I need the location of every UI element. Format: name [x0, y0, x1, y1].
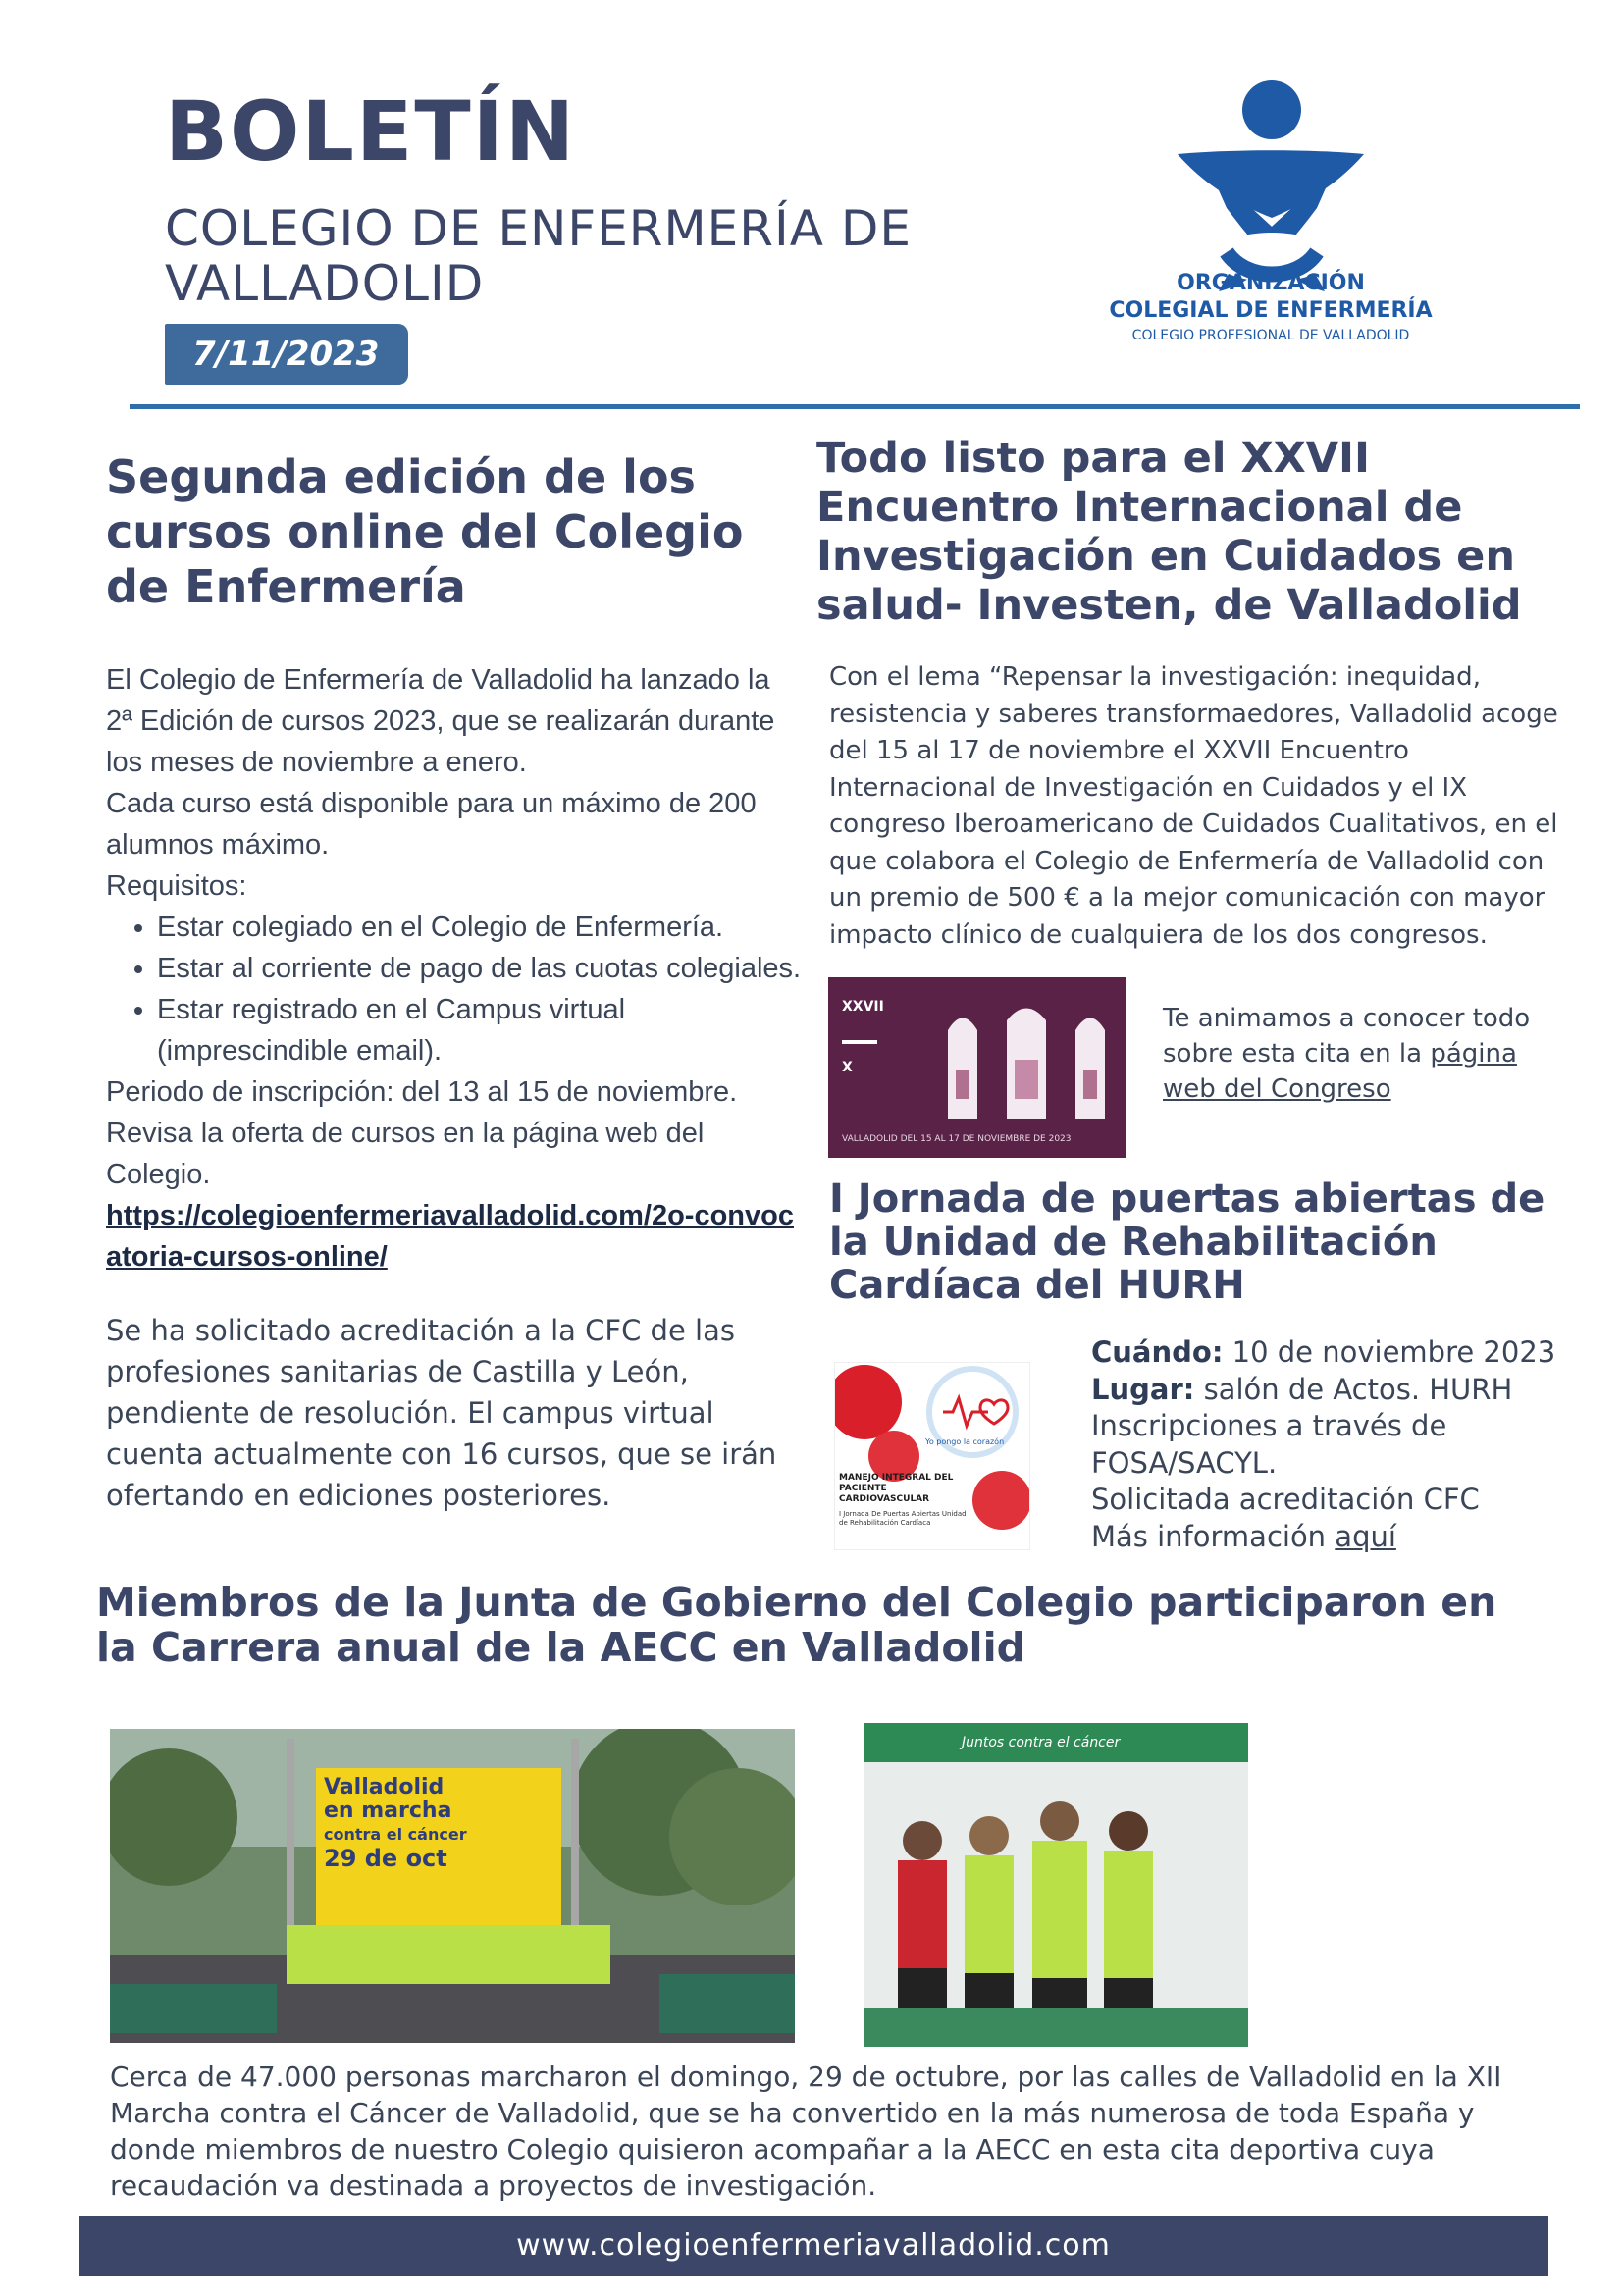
arches-illustration-icon [938, 991, 1115, 1119]
logo-text-line-1: ORGANIZACIÓN [1177, 271, 1365, 295]
where-label: Lugar: [1091, 1372, 1195, 1406]
article-courses-body [106, 659, 803, 1278]
race-members-photo [864, 1723, 1248, 2047]
footer-website-link[interactable]: www.colegioenfermeriavalladolid.com [79, 2216, 1548, 2276]
where-value: salón de Actos. HURH [1194, 1372, 1513, 1406]
photo-banner-text: Juntos contra el cáncer [962, 1735, 1121, 1750]
date-badge: 7/11/2023 [165, 324, 408, 385]
courses-paragraph: Revisa la oferta de cursos en la página web del Colegio. [106, 1118, 705, 1190]
logo-text-line-2: COLEGIAL DE ENFERMERÍA [1109, 298, 1433, 323]
aecc-caption: Cerca de 47.000 personas marcharon el domingo, 29 de octubre, por las calles de Valladolid en la XII Marcha contra el Cáncer de Valladolid, que se ha convertido en la más numerosa de toda España y donde miembros de nuestro Colegio quisieron acompañar a la AECC en esta cita deportiva cuya recaudación va destinada a proyectos de investigación. [110, 2061, 1502, 2202]
article-courses-title: Segunda edición de los cursos online del Colegio de Enfermería [106, 450, 744, 613]
race-banner-text [324, 1776, 467, 1870]
event-registration: Inscripciones a través de FOSA/SACYL. [1091, 1409, 1447, 1480]
event-where [1091, 1372, 1582, 1409]
courses-paragraph: El Colegio de Enfermería de Valladolid ha lanzado la 2ª Edición de cursos 2023, que se realizarán durante los meses de noviembre a enero. [106, 664, 775, 778]
poster-subtitle: X [842, 1060, 853, 1075]
list-item: • Estar registrado en el Campus virtual (imprescindible email). [157, 989, 803, 1071]
poster-rule [842, 1040, 877, 1044]
article-rehab-title: I Jornada de puertas abiertas de la Unidad de Rehabilitación Cardíaca del HURH [829, 1176, 1545, 1308]
more-info-link[interactable]: aquí [1335, 1519, 1396, 1553]
article-investen-title: Todo listo para el XXVII Encuentro Internacional de Investigación en Cuidados en salud- Investen, de Valladolid [816, 434, 1522, 630]
when-label: Cuándo: [1091, 1335, 1224, 1369]
event-accreditation: Solicitada acreditación CFC [1091, 1483, 1480, 1516]
list-item: • Estar colegiado en el Colegio de Enfermería. [157, 907, 803, 948]
courses-paragraph: Periodo de inscripción: del 13 al 15 de noviembre. [106, 1076, 738, 1108]
banner-date: 29 de oct [324, 1845, 447, 1872]
banner-line: en marcha [324, 1799, 452, 1823]
more-info-text: Más información [1091, 1519, 1336, 1553]
list-item: • Estar al corriente de pago de las cuotas colegiales. [157, 948, 803, 989]
poster-subheading: I Jornada De Puertas Abiertas Unidad de Rehabilitación Cardíaca [839, 1510, 967, 1527]
event-more-info [1091, 1519, 1582, 1556]
poster-slogan: Yo pongo la corazón [925, 1437, 1005, 1446]
members-photo-artwork-icon [864, 1723, 1248, 2047]
newsletter-title: BOLETÍN [165, 83, 577, 180]
banner-line: Valladolid [324, 1775, 445, 1800]
courses-accreditation-paragraph: Se ha solicitado acreditación a la CFC de las profesiones sanitarias de Castilla y León, pendiente de resolución. El campus virtual cuenta actualmente con 16 cursos, que se irán ofertando en ediciones posteriores. [106, 1314, 777, 1512]
header-divider [130, 404, 1580, 409]
requirements-label: Requisitos: [106, 870, 247, 902]
courses-paragraph: Cada curso está disponible para un máximo de 200 alumnos máximo. [106, 788, 757, 861]
article-investen-body: Con el lema “Repensar la investigación: inequidad, resistencia y saberes transformaedores, Valladolid acoge del 15 al 17 de noviembre el XXVII Encuentro Internacional de Investigación en Cuidados y el IX congreso Iberoamericano de Cuidados Cualitativos, en el que colabora el Colegio de Enfermería de Valladolid con un premio de 500 € a la mejor comunicación con mayor impacto clínico de cualquiera de los dos congresos. [829, 662, 1558, 950]
banner-line: contra el cáncer [324, 1825, 467, 1844]
event-when [1091, 1334, 1582, 1372]
poster-footer: VALLADOLID DEL 15 AL 17 DE NOVIEMBRE DE 2023 [842, 1134, 1072, 1144]
congress-poster-image [828, 977, 1126, 1158]
logo-text-line-3: COLEGIO PROFESIONAL DE VALLADOLID [1131, 328, 1410, 343]
subtitle-line-1: COLEGIO DE ENFERMERÍA DE [165, 200, 912, 257]
newsletter-subtitle [165, 201, 912, 311]
article-aecc-title: Miembros de la Junta de Gobierno del Colegio participaron en la Carrera anual de la AECC en Valladolid [96, 1579, 1497, 1671]
subtitle-line-2: VALLADOLID [165, 255, 485, 312]
poster-heading: MANEJO INTEGRAL DEL PACIENTE CARDIOVASCULAR [839, 1473, 954, 1504]
when-value: 10 de noviembre 2023 [1223, 1335, 1556, 1369]
rehab-event-poster-image [834, 1362, 1030, 1550]
requirements-list [106, 907, 803, 1071]
congress-caption [1163, 1001, 1575, 1107]
courses-link[interactable]: https://colegioenfermeriavalladolid.com/2o-convocatoria-cursos-online/ [106, 1200, 794, 1273]
congress-web-link[interactable]: página web del Congreso [1163, 1039, 1517, 1104]
race-group-photo [110, 1729, 795, 2043]
caption-text: Te animamos a conocer todo sobre esta cita en la [1163, 1004, 1531, 1069]
poster-title: XXVII [842, 999, 884, 1015]
rehab-event-info [1091, 1334, 1582, 1555]
